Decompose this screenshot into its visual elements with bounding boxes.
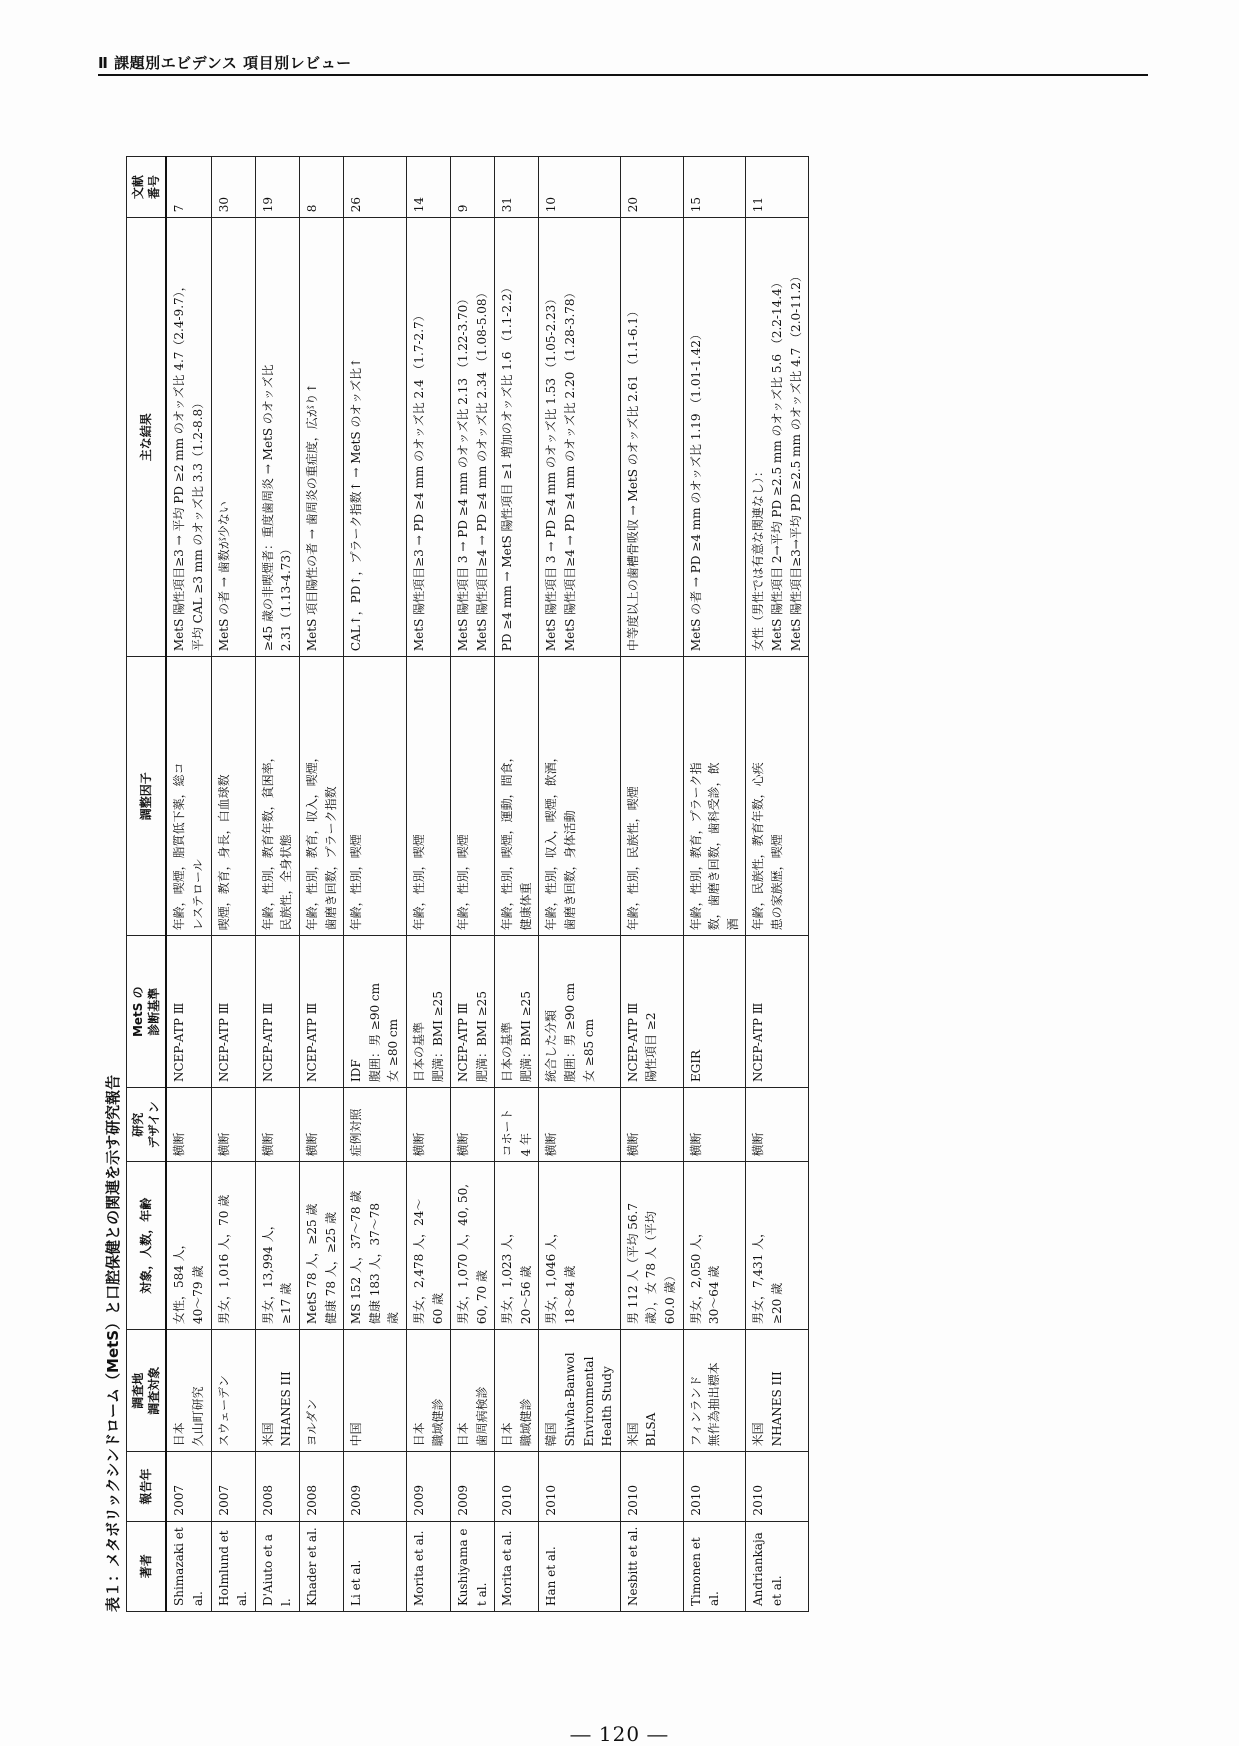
cell-line: 男女，7,431 人， [751,1225,766,1325]
cell-line: Environmental [581,1356,596,1447]
main-result-cell [406,218,450,657]
main-result-cell [344,218,407,657]
cell-line: 歳），女 78 人（平均 [644,1211,659,1325]
table-row [406,157,450,1612]
subjects-cell [620,1162,683,1330]
design-cell [406,1088,450,1162]
cell-line: NCEP-ATP Ⅲ [260,1002,275,1083]
cell-line: 横断 [304,1132,319,1157]
adjustment-factors-cell [539,657,620,936]
cell-line: 30〜64 歳 [707,1265,722,1325]
column-header: MetS の 診断基準 [127,936,167,1088]
cell-line: BLSA [644,1412,659,1447]
adjustment-factors-cell [746,657,809,936]
year-cell: 2008 [255,1452,299,1521]
cell-line: NHANES III [279,1371,294,1447]
table-row [451,157,495,1612]
site-cell [539,1330,620,1452]
adjustment-factors-cell [620,657,683,936]
subjects-cell [406,1162,450,1330]
cell-line: 歯磨き回数，プラーク指数 [323,786,338,931]
table-row [746,157,809,1612]
cell-line: 日本の基準 [411,1022,426,1083]
cell-line: 40〜79 歳 [190,1265,205,1325]
reference-number-cell: 14 [406,157,450,218]
cell-line: 女 ≥80 cm [386,1018,401,1083]
author-cell: D'Aiuto et al. [255,1521,299,1611]
cell-line: 健康 183 人，37〜78 [367,1202,382,1325]
main-result-cell [255,218,299,657]
reference-number-cell: 8 [299,157,343,218]
criteria-cell [451,936,495,1088]
cell-line: MetS 78 人，≥25 歳 [304,1203,319,1325]
cell-line: 米国 [260,1422,275,1447]
cell-line: 年齢，性別，喫煙，運動，間食， [500,750,515,931]
column-header: 研究 デザイン [127,1088,167,1162]
cell-line: 中等度以上の歯槽骨吸収 → MetS のオッズ比 2.61 （1.1-6.1） [625,304,640,652]
reference-number-cell: 26 [344,157,407,218]
table-caption: 表１：メタボリックシンドローム（MetS）と口腔保健との関連を示す研究報告 [104,1074,122,1612]
author-cell: Nesbitt et al. [620,1521,683,1611]
cell-line: 職域健診 [518,1398,533,1447]
reference-number-cell: 15 [683,157,746,218]
cell-line: MetS 陽性項目≥3→平均 PD ≥2.5 mm のオッズ比 4.7 （2.0-11.2） [788,270,803,652]
cell-line: 横断 [544,1132,559,1157]
cell-line: 年齢，民族性，教育年数，心疾 [751,762,766,931]
cell-line: NHANES III [770,1371,784,1447]
subjects-cell [344,1162,407,1330]
cell-line: MetS 陽性項目≥4 → PD ≥4 mm のオッズ比 2.34 （1.08-5.08） [474,286,489,652]
column-header: 調査地 調査対象 [127,1330,167,1452]
cell-line: 日本 [411,1422,426,1447]
criteria-cell [539,936,620,1088]
cell-line: MetS 陽性項目 3 → PD ≥4 mm のオッズ比 2.13 （1.22-3.70） [456,292,471,652]
reference-number-cell: 19 [255,157,299,218]
adjustment-factors-cell [406,657,450,936]
adjustment-factors-cell [166,657,211,936]
main-result-cell [299,218,343,657]
adjustment-factors-cell [683,657,746,936]
site-cell [406,1330,450,1452]
cell-line: 肥満：BMI ≥25 [474,991,489,1083]
table-row [683,157,746,1612]
subjects-cell [746,1162,809,1330]
cell-line: 統合した分類 [544,1010,559,1083]
criteria-cell [299,936,343,1088]
cell-line: MetS の者 → 歯数が少ない [216,501,231,652]
cell-line: Shiwha-Banwol [563,1352,578,1447]
cell-line: フィンランド [688,1375,703,1447]
subjects-cell [451,1162,495,1330]
cell-line: 男女，13,994 人， [260,1218,275,1325]
year-cell: 2008 [299,1452,343,1521]
year-cell: 2009 [451,1452,495,1521]
cell-line: NCEP-ATP Ⅲ [456,1002,471,1083]
cell-line: スウェーデン [216,1375,231,1447]
year-cell: 2009 [344,1452,407,1521]
main-result-cell [211,218,255,657]
running-head: Ⅱ 課題別エビデンス 項目別レビュー [98,54,352,72]
criteria-cell [344,936,407,1088]
design-cell [539,1088,620,1162]
cell-line: MetS 陽性項目≥3 → PD ≥4 mm のオッズ比 2.4 （1.7-2.7） [411,309,426,652]
main-result-cell [495,218,539,657]
cell-line: 横断 [260,1132,275,1157]
cell-line: 肥満：BMI ≥25 [518,991,533,1083]
cell-line: 歯磨き回数，身体活動 [563,810,578,931]
criteria-cell [620,936,683,1088]
site-cell [746,1330,809,1452]
criteria-cell [683,936,746,1088]
table-row [299,157,343,1612]
adjustment-factors-cell [255,657,299,936]
subjects-cell [255,1162,299,1330]
cell-line: 2.31（1.13-4.73） [279,542,294,652]
cell-line: 民族性，全身状態 [279,834,294,931]
table-row [495,157,539,1612]
cell-line: 陽性項目 ≥2 [644,1012,659,1083]
cell-line: ≥20 歳 [770,1282,784,1325]
year-cell: 2010 [683,1452,746,1521]
table-row [211,157,255,1612]
rotated-table-region [100,156,960,1612]
cell-line: PD ≥4 mm → MetS 陽性項目 ≥1 増加のオッズ比 1.6 （1.1-2.2） [500,281,515,652]
cell-line: 腹囲：男 ≥90 cm [367,982,382,1083]
author-cell: Li et al. [344,1521,407,1611]
criteria-cell [166,936,211,1088]
cell-line: MetS 項目陽性の者 → 歯周炎の重症度，広がり↑ [304,383,319,652]
author-cell: Han et al. [539,1521,620,1611]
site-cell [211,1330,255,1452]
cell-line: ヨルダン [304,1398,319,1447]
cell-line: 女性，584 人， [172,1237,187,1325]
cell-line: NCEP-ATP Ⅲ [751,1002,766,1083]
cell-line: 年齢，性別，喫煙 [411,834,426,931]
cell-line: 男女，1,023 人， [500,1225,515,1325]
header-rule [98,74,1148,76]
year-cell: 2010 [539,1452,620,1521]
cell-line: MetS 陽性項目≥3 → 平均 PD ≥2 mm のオッズ比 4.7（2.4-9.7）， [172,279,187,652]
author-cell: Andriankaja et al. [746,1521,809,1611]
cell-line: 横断 [456,1132,471,1157]
subjects-cell [539,1162,620,1330]
page-number: ― 120 ― [570,1722,669,1746]
subjects-cell [683,1162,746,1330]
reference-number-cell: 31 [495,157,539,218]
cell-line: 健康 78 人，≥25 歳 [323,1212,338,1325]
cell-line: 年齢，性別，喫煙 [456,834,471,931]
cell-line: NCEP-ATP Ⅲ [304,1002,319,1083]
year-cell: 2007 [211,1452,255,1521]
site-cell [299,1330,343,1452]
year-cell: 2010 [746,1452,809,1521]
cell-line: レステロール [190,859,205,931]
cell-line: 数，歯磨き回数，歯科受診，飲 [707,762,722,931]
cell-line: 横断 [751,1132,766,1157]
cell-line: 日本 [172,1422,187,1447]
cell-line: 横断 [688,1132,703,1157]
author-cell: Holmlund et al. [211,1521,255,1611]
year-cell: 2010 [495,1452,539,1521]
reference-number-cell: 11 [746,157,809,218]
design-cell [683,1088,746,1162]
column-header: 文献 番号 [127,157,167,218]
adjustment-factors-cell [211,657,255,936]
design-cell [746,1088,809,1162]
cell-line: MS 152 人，37〜78 歳 [349,1190,364,1325]
table-body [166,157,808,1612]
cell-line: 日本 [500,1422,515,1447]
cell-line: 年齢，性別，喫煙 [349,834,364,931]
site-cell [683,1330,746,1452]
cell-line: 腹囲：男 ≥90 cm [563,982,578,1083]
year-cell: 2007 [166,1452,211,1521]
cell-line: 女性（男性では有意な関連なし）： [751,465,766,652]
cell-line: 60 歳 [430,1292,445,1325]
cell-line: 男女，1,016 人，70 歳 [216,1194,231,1325]
criteria-cell [746,936,809,1088]
year-cell: 2010 [620,1452,683,1521]
cell-line: 男女，1,070 人，40, 50, [456,1183,471,1325]
author-cell: Morita et al. [406,1521,450,1611]
cell-line: 男 112 人（平均 56.7 [625,1202,640,1325]
cell-line: 横断 [411,1132,426,1157]
adjustment-factors-cell [495,657,539,936]
table-header-row [127,157,167,1612]
cell-line: 歯周病検診 [474,1386,489,1447]
cell-line: 60.0 歳） [663,1269,678,1325]
cell-line: 韓国 [544,1422,559,1447]
design-cell [166,1088,211,1162]
column-header: 著者 [127,1521,167,1611]
cell-line: 中国 [349,1422,364,1447]
cell-line: コホート [500,1108,515,1157]
reference-number-cell: 20 [620,157,683,218]
adjustment-factors-cell [451,657,495,936]
cell-line: 20〜56 歳 [518,1265,533,1325]
cell-line: 米国 [751,1422,766,1447]
design-cell [451,1088,495,1162]
design-cell [255,1088,299,1162]
subjects-cell [211,1162,255,1330]
cell-line: 女 ≥85 cm [581,1018,596,1083]
cell-line: 日本 [456,1422,471,1447]
cell-line: 患の家族歴，喫煙 [770,834,784,931]
cell-line: MetS の者 → PD ≥4 mm のオッズ比 1.19 （1.01-1.42） [688,328,703,652]
author-cell: Shimazaki et al. [166,1521,211,1611]
main-result-cell [620,218,683,657]
subjects-cell [495,1162,539,1330]
cell-line: Health Study [600,1366,615,1447]
table-row [255,157,299,1612]
cell-line: 肥満：BMI ≥25 [430,991,445,1083]
site-cell [495,1330,539,1452]
cell-line: 米国 [625,1422,640,1447]
cell-line: 横断 [216,1132,231,1157]
cell-line: 横断 [172,1132,187,1157]
cell-line: 健康体重 [518,882,533,931]
cell-line: 横断 [625,1132,640,1157]
main-result-cell [451,218,495,657]
cell-line: 年齢，性別，教育，プラーク指 [688,762,703,931]
cell-line: CAL↑，PD↑，プラーク指数↑ → MetS のオッズ比↑ [349,357,364,652]
cell-line: 男女，1,046 人， [544,1225,559,1325]
cell-line: MetS 陽性項目 2→平均 PD ≥2.5 mm のオッズ比 5.6 （2.2-14.4） [770,276,784,652]
site-cell [255,1330,299,1452]
cell-line: 4 年 [518,1133,533,1157]
table-row [166,157,211,1612]
studies-table [126,156,809,1612]
cell-line: NCEP-ATP Ⅲ [172,1002,187,1083]
cell-line: IDF [349,1059,364,1083]
author-cell: Khader et al. [299,1521,343,1611]
adjustment-factors-cell [344,657,407,936]
main-result-cell [166,218,211,657]
cell-line: 歳 [386,1312,401,1325]
main-result-cell [746,218,809,657]
main-result-cell [539,218,620,657]
site-cell [344,1330,407,1452]
column-header: 主な結果 [127,218,167,657]
site-cell [620,1330,683,1452]
cell-line: 男女，2,050 人， [688,1225,703,1325]
cell-line: EGIR [688,1049,703,1083]
cell-line: ≥17 歳 [279,1282,294,1325]
column-header: 報告年 [127,1452,167,1521]
main-result-cell [683,218,746,657]
reference-number-cell: 30 [211,157,255,218]
criteria-cell [495,936,539,1088]
criteria-cell [211,936,255,1088]
table-row [539,157,620,1612]
cell-line: MetS 陽性項目≥4 → PD ≥4 mm のオッズ比 2.20 （1.28-3.78） [563,286,578,652]
criteria-cell [255,936,299,1088]
cell-line: 久山町研究 [190,1386,205,1447]
cell-line: 無作為抽出標本 [707,1362,722,1447]
cell-line: 症例対照 [349,1108,364,1157]
column-header: 対象，人数，年齢 [127,1162,167,1330]
cell-line: 職域健診 [430,1398,445,1447]
cell-line: ≥45 歳の非喫煙者：重度歯周炎 → MetS のオッズ比 [260,364,275,652]
criteria-cell [406,936,450,1088]
cell-line: 平均 CAL ≥3 mm のオッズ比 3.3（1.2-8.8） [190,396,205,652]
reference-number-cell: 10 [539,157,620,218]
cell-line: 年齢，喫煙，脂質低下薬，総コ [172,762,187,931]
author-cell: Timonen et al. [683,1521,746,1611]
subjects-cell [299,1162,343,1330]
cell-line: 18〜84 歳 [563,1265,578,1325]
design-cell [620,1088,683,1162]
cell-line: 男女，2,478 人，24〜 [411,1198,426,1325]
site-cell [451,1330,495,1452]
table-row [620,157,683,1612]
design-cell [344,1088,407,1162]
cell-line: NCEP-ATP Ⅲ [625,1002,640,1083]
reference-number-cell: 7 [166,157,211,218]
table-row [344,157,407,1612]
cell-line: 年齢，性別，教育，収入，喫煙， [304,750,319,931]
year-cell: 2009 [406,1452,450,1521]
design-cell [495,1088,539,1162]
reference-number-cell: 9 [451,157,495,218]
cell-line: 日本の基準 [500,1022,515,1083]
cell-line: 酒 [725,918,740,931]
cell-line: 年齢，性別，収入，喫煙，飲酒， [544,750,559,931]
cell-line: 年齢，性別，民族性，喫煙 [625,786,640,931]
cell-line: 年齢，性別，教育年数，貧困率， [260,750,275,931]
author-cell: Kushiyama et al. [451,1521,495,1611]
subjects-cell [166,1162,211,1330]
cell-line: NCEP-ATP Ⅲ [216,1002,231,1083]
cell-line: MetS 陽性項目 3 → PD ≥4 mm のオッズ比 1.53 （1.05-2.23） [544,292,559,652]
design-cell [211,1088,255,1162]
cell-line: 60, 70 歳 [474,1270,489,1325]
author-cell: Morita et al. [495,1521,539,1611]
site-cell [166,1330,211,1452]
column-header: 調整因子 [127,657,167,936]
design-cell [299,1088,343,1162]
cell-line: 喫煙，教育，身長，白血球数 [216,774,231,931]
adjustment-factors-cell [299,657,343,936]
